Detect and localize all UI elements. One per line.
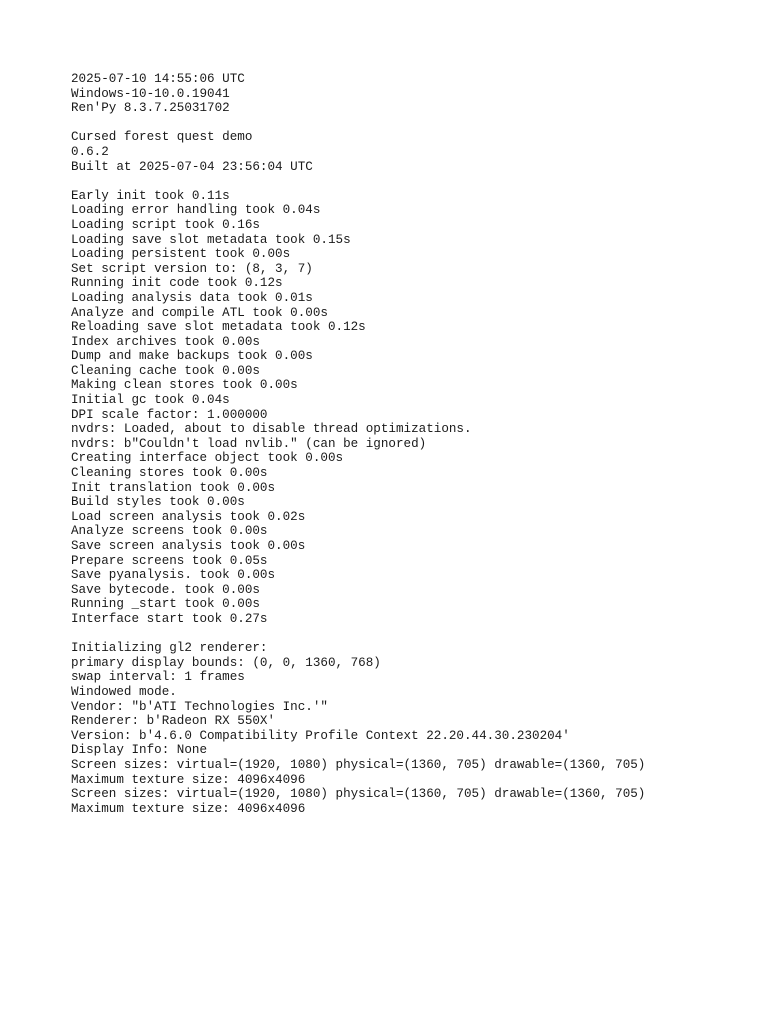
log-line: Save bytecode. took 0.00s <box>71 582 260 597</box>
log-line: Load screen analysis took 0.02s <box>71 509 306 524</box>
log-line: Initial gc took 0.04s <box>71 393 230 408</box>
log-line: nvdrs: b"Couldn't load nvlib." (can be ignored) <box>71 436 427 451</box>
log-line: Save pyanalysis. took 0.00s <box>71 568 276 583</box>
log-line: Display Info: None <box>71 743 208 758</box>
log-line: swap interval: 1 frames <box>71 670 245 685</box>
log-line: Maximum texture size: 4096x4096 <box>71 772 306 787</box>
log-game-info-block <box>71 130 751 174</box>
log-header-block <box>71 72 751 116</box>
log-line: Maximum texture size: 4096x4096 <box>71 801 306 816</box>
log-line: Running _start took 0.00s <box>71 597 260 612</box>
log-line: Loading persistent took 0.00s <box>71 247 291 262</box>
log-line: Vendor: "b'ATI Technologies Inc.'" <box>71 699 328 714</box>
log-line: Interface start took 0.27s <box>71 611 268 626</box>
log-line: Creating interface object took 0.00s <box>71 451 344 466</box>
log-document <box>71 72 751 831</box>
log-line: Version: b'4.6.0 Compatibility Profile Context 22.20.44.30.230204' <box>71 728 570 743</box>
log-line: 0.6.2 <box>71 144 109 159</box>
log-line: Index archives took 0.00s <box>71 334 260 349</box>
log-timing-block <box>71 189 751 627</box>
log-line: Running init code took 0.12s <box>71 276 283 291</box>
log-renderer-block <box>71 641 751 816</box>
log-line: DPI scale factor: 1.000000 <box>71 407 268 422</box>
log-line: primary display bounds: (0, 0, 1360, 768) <box>71 655 381 670</box>
log-line: Cleaning cache took 0.00s <box>71 363 260 378</box>
log-line: Windowed mode. <box>71 684 177 699</box>
log-line: Analyze and compile ATL took 0.00s <box>71 305 328 320</box>
log-line: Loading script took 0.16s <box>71 217 260 232</box>
log-line: Renderer: b'Radeon RX 550X' <box>71 714 276 729</box>
log-line: Reloading save slot metadata took 0.12s <box>71 320 366 335</box>
log-line: Cursed forest quest demo <box>71 130 253 145</box>
log-line: Dump and make backups took 0.00s <box>71 349 313 364</box>
log-line: Build styles took 0.00s <box>71 495 245 510</box>
log-line: Analyze screens took 0.00s <box>71 524 268 539</box>
log-line: Built at 2025-07-04 23:56:04 UTC <box>71 159 313 174</box>
log-line: 2025-07-10 14:55:06 UTC <box>71 72 245 86</box>
log-line: Early init took 0.11s <box>71 188 230 203</box>
log-line: Cleaning stores took 0.00s <box>71 466 268 481</box>
log-line: Windows-10-10.0.19041 <box>71 86 230 101</box>
log-line: Screen sizes: virtual=(1920, 1080) physical=(1360, 705) drawable=(1360, 705) <box>71 787 646 802</box>
log-line: Loading error handling took 0.04s <box>71 203 321 218</box>
log-line: Init translation took 0.00s <box>71 480 276 495</box>
log-line: Making clean stores took 0.00s <box>71 378 298 393</box>
log-line: Save screen analysis took 0.00s <box>71 539 306 553</box>
log-line: Set script version to: (8, 3, 7) <box>71 261 313 276</box>
log-line: Screen sizes: virtual=(1920, 1080) physical=(1360, 705) drawable=(1360, 705) <box>71 757 646 772</box>
log-line: nvdrs: Loaded, about to disable thread optimizations. <box>71 422 472 437</box>
log-line: Initializing gl2 renderer: <box>71 641 268 656</box>
log-line: Ren'Py 8.3.7.25031702 <box>71 101 230 116</box>
log-line: Loading save slot metadata took 0.15s <box>71 232 351 247</box>
log-line: Prepare screens took 0.05s <box>71 553 268 568</box>
log-line: Loading analysis data took 0.01s <box>71 290 313 305</box>
